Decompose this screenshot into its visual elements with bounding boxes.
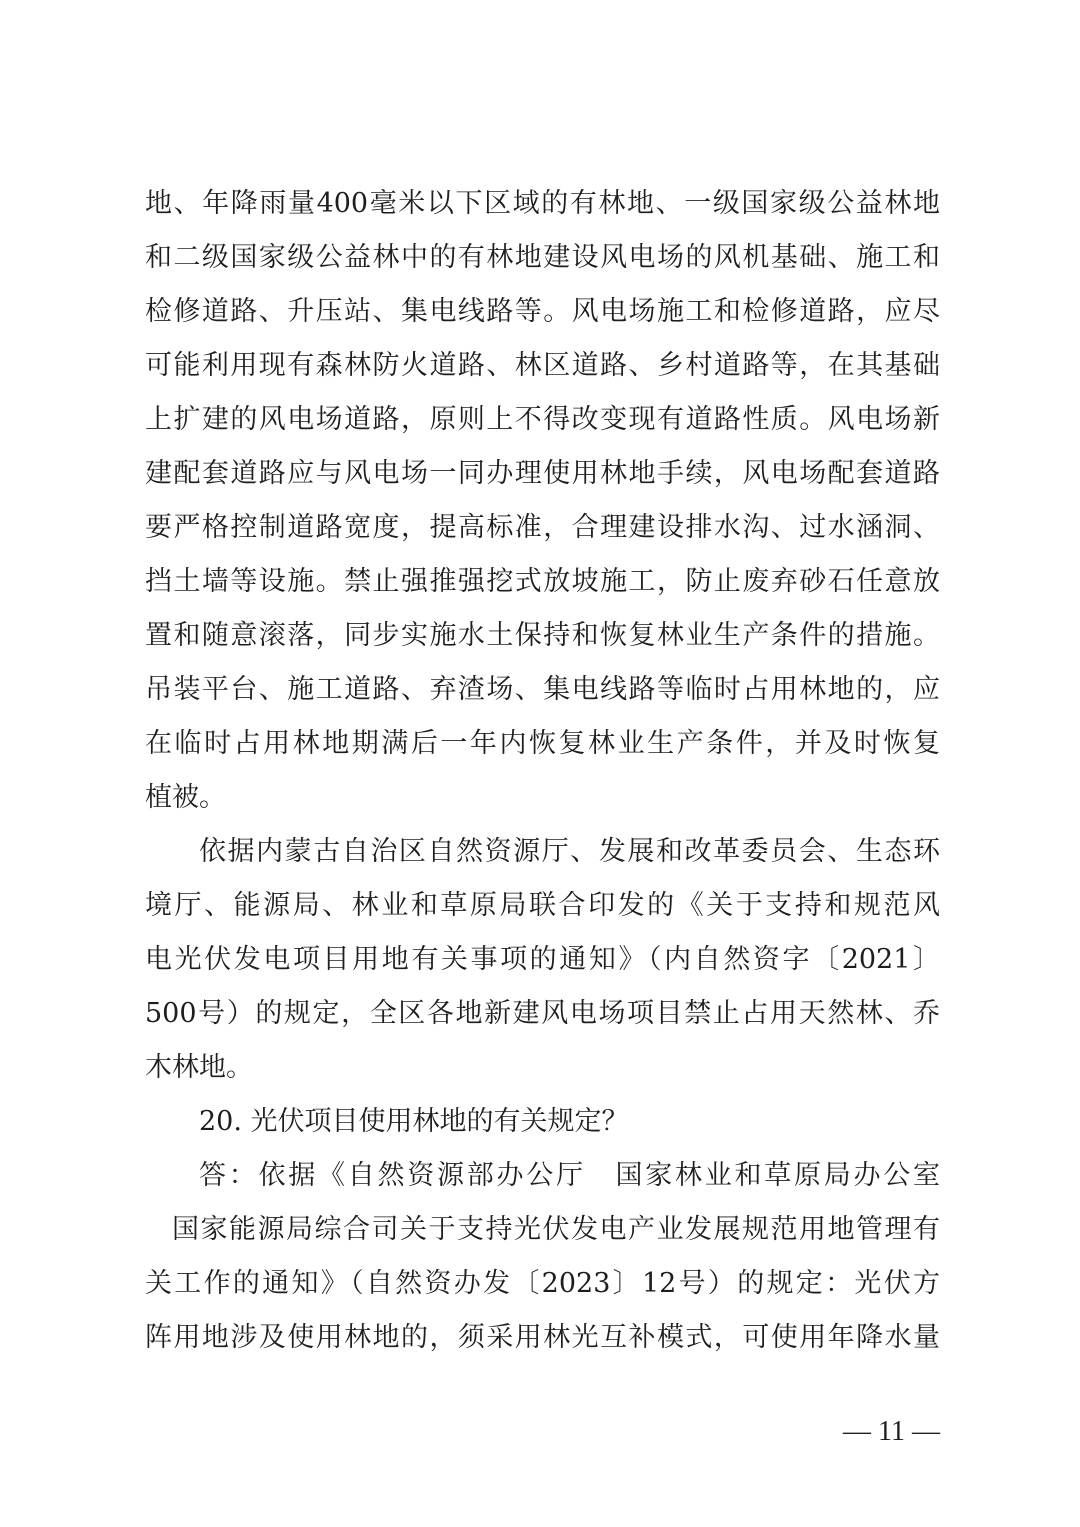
body-text-line-15: 电光伏发电项目用地有关事项的通知》（内自然资字〔2021〕 [145,944,940,975]
body-text-line-5: 上扩建的风电场道路，原则上不得改变现有道路性质。风电场新 [145,404,940,435]
body-text-line-17: 木林地。 [145,1052,253,1083]
body-text-line-11: 在临时占用林地期满后一年内恢复林业生产条件，并及时恢复 [145,728,940,759]
page-number: — 11 — [843,1416,940,1447]
body-text-line-2: 和二级国家级公益林中的有林地建设风电场的风机基础、施工和 [145,242,940,273]
body-text-line-20: 国家能源局综合司关于支持光伏发电产业发展规范用地管理有 [172,1214,940,1245]
body-text-line-13: 依据内蒙古自治区自然资源厅、发展和改革委员会、生态环 [199,836,940,867]
body-text-line-21: 关工作的通知》（自然资办发〔2023〕12号）的规定：光伏方 [145,1268,940,1299]
body-text-line-7: 要严格控制道路宽度，提高标准，合理建设排水沟、过水涵洞、 [145,512,940,543]
body-text-line-8: 挡土墙等设施。禁止强推强挖式放坡施工，防止废弃砂石任意放 [145,566,940,597]
body-text-line-6: 建配套道路应与风电场一同办理使用林地手续，风电场配套道路 [145,458,940,489]
body-text-line-9: 置和随意滚落，同步实施水土保持和恢复林业生产条件的措施。 [145,620,940,651]
section-heading: 20. 光伏项目使用林地的有关规定？ [199,1106,629,1137]
body-text-line-1: 地、年降雨量400毫米以下区域的有林地、一级国家级公益林地 [145,188,940,219]
body-text-line-4: 可能利用现有森林防火道路、林区道路、乡村道路等，在其基础 [145,350,940,381]
body-text-line-3: 检修道路、升压站、集电线路等。风电场施工和检修道路，应尽 [145,296,940,327]
body-text-line-19: 答：依据《自然资源部办公厅 国家林业和草原局办公室 [199,1160,940,1191]
body-text-line-12: 植被。 [145,782,226,813]
body-text-line-10: 吊装平台、施工道路、弃渣场、集电线路等临时占用林地的，应 [145,674,940,705]
body-text-line-22: 阵用地涉及使用林地的，须采用林光互补模式，可使用年降水量 [145,1322,940,1353]
body-text-line-16: 500号）的规定，全区各地新建风电场项目禁止占用天然林、乔 [145,998,940,1029]
body-text-line-14: 境厅、能源局、林业和草原局联合印发的《关于支持和规范风 [145,890,940,921]
